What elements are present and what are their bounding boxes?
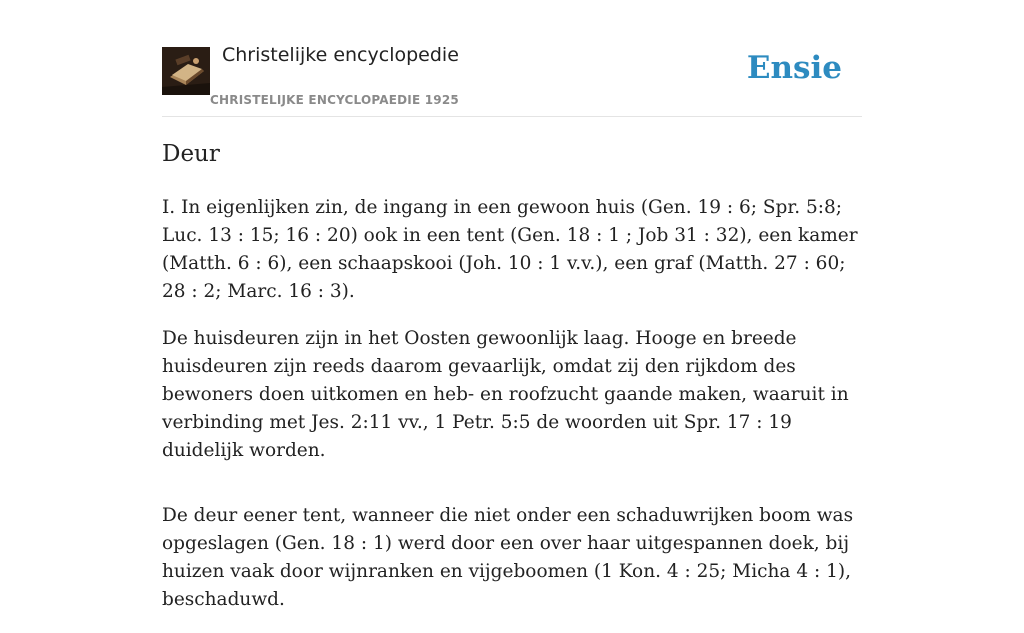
article-paragraph: I. In eigenlijken zin, de ingang in een gewoon huis (Gen. 19 : 6; Spr. 5:8; Luc. 13 : 15; 16 : 20) ook in een tent (Gen. 18 : 1 ; Job 31 : 32), een kamer (Matth. 6 : 6), een schaapskooi (Joh. 10 : 1 v.v.), een graf (Matth. 27 : 60; 28 : 2; Marc. 16 : 3). xyxy=(162,197,858,302)
article-paragraph: De deur eener tent, wanneer die niet onder een schaduwrijken boom was opgeslagen (Gen. 18 : 1) werd door een over haar uitgespannen doek, bij huizen vaak door wijnranken en vijgeboomen (1 Kon. 4 : 25; Micha 4 : 1), beschaduwd. xyxy=(162,505,854,610)
publication-name[interactable]: Christelijke encyclopedie xyxy=(222,44,459,66)
article-paragraph: De huisdeuren zijn in het Oosten gewoonlijk laag. Hooge en breede huisdeuren zijn reeds daarom gevaarlijk, omdat zij den rijkdom des bewoners doen uitkomen en heb- en roofzucht gaande maken, waaruit in verbinding met Jes. 2:11 vv., 1 Petr. 5:5 de woorden uit Spr. 17 : 19 duidelijk worden. xyxy=(162,328,849,461)
article-title: Deur xyxy=(162,141,220,167)
article xyxy=(162,138,862,633)
brand-logo[interactable]: Ensie xyxy=(746,50,842,86)
book-image-icon xyxy=(162,47,210,95)
header xyxy=(162,0,862,117)
publication-subtitle[interactable]: CHRISTELIJKE ENCYCLOPAEDIE 1925 xyxy=(210,93,459,107)
publication-avatar[interactable] xyxy=(162,47,210,95)
